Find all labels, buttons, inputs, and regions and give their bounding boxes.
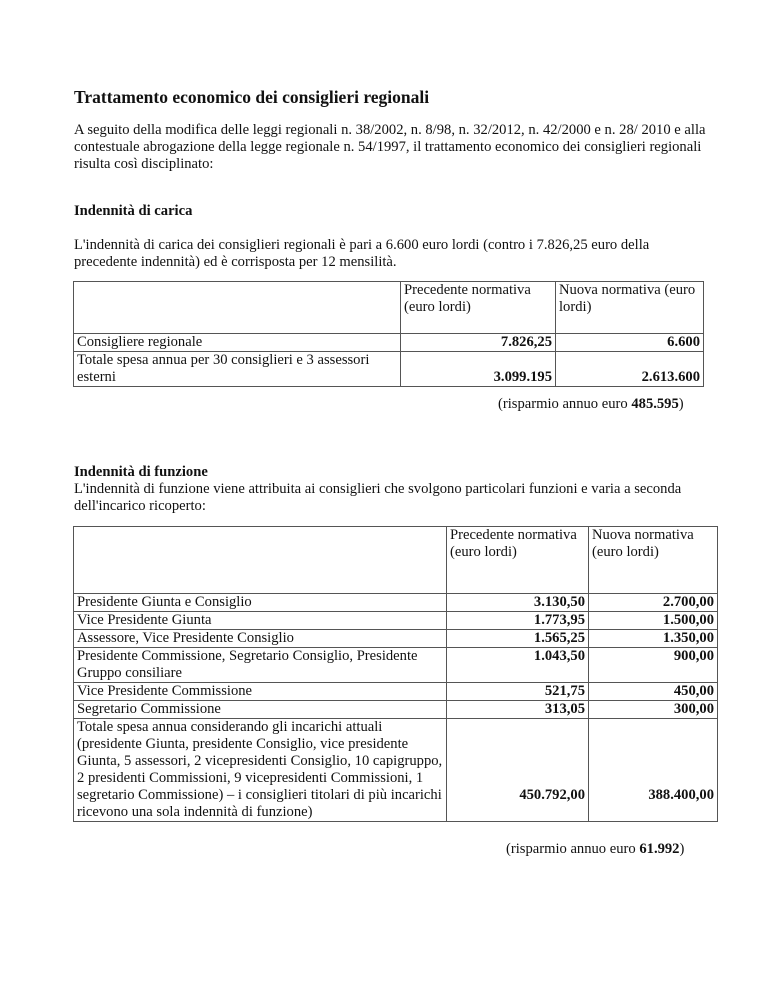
carica-savings-note	[498, 396, 684, 413]
row-label: Vice Presidente Giunta	[74, 612, 447, 630]
row-label: Segretario Commissione	[74, 701, 447, 719]
row-new-value: 900,00	[589, 648, 718, 683]
row-new-value: 6.600	[556, 334, 704, 352]
row-new-value: 2.700,00	[589, 594, 718, 612]
page-title: Trattamento economico dei consiglieri regionali	[74, 87, 430, 107]
row-prev-value: 1.043,50	[447, 648, 589, 683]
header-cell-empty	[74, 527, 447, 594]
savings-value: 485.595	[631, 396, 679, 412]
savings-prefix: (risparmio annuo euro	[506, 841, 640, 857]
funzione-table	[73, 526, 718, 822]
row-label: Vice Presidente Commissione	[74, 683, 447, 701]
row-prev-value: 521,75	[447, 683, 589, 701]
row-prev-value: 313,05	[447, 701, 589, 719]
row-prev-value: 3.130,50	[447, 594, 589, 612]
header-cell-prev: Precedente normativa (euro lordi)	[447, 527, 589, 594]
row-label: Presidente Giunta e Consiglio	[74, 594, 447, 612]
row-label: Totale spesa annua considerando gli incarichi attuali (presidente Giunta, presidente Consiglio, vice presidente Giunta, 5 assessori, 2 vicepresidenti Consiglio, 10 capigruppo, 2 presidenti Commissioni, 9 vicepresidenti Commissioni, 1 segretario Commissione) – i consiglieri titolari di più incarichi ricevono una sola indennità di funzione)	[74, 719, 447, 822]
row-prev-value: 1.773,95	[447, 612, 589, 630]
row-new-value: 300,00	[589, 701, 718, 719]
table-row	[74, 334, 704, 352]
section-heading-carica: Indennità di carica	[74, 203, 193, 219]
funzione-paragraph: L'indennità di funzione viene attribuita ai consiglieri che svolgono particolari funzioni e varia a seconda dell'incarico ricoperto:	[74, 481, 682, 514]
row-prev-value: 7.826,25	[401, 334, 556, 352]
header-cell-new: Nuova normativa (euro lordi)	[556, 282, 704, 334]
savings-suffix: )	[679, 841, 685, 857]
row-prev-value: 450.792,00	[447, 719, 589, 822]
table-row	[74, 612, 718, 630]
header-cell-empty	[74, 282, 401, 334]
intro-paragraph: A seguito della modifica delle leggi regionali n. 38/2002, n. 8/98, n. 32/2012, n. 42/2000 e n. 28/ 2010 e alla contestuale abrogazione della legge regionale n. 54/1997, il trattamento economico dei consiglieri regionali risulta così disciplinato:	[74, 122, 706, 172]
row-new-value: 1.500,00	[589, 612, 718, 630]
savings-suffix: )	[678, 396, 684, 412]
row-label: Assessore, Vice Presidente Consiglio	[74, 630, 447, 648]
carica-table	[73, 281, 704, 387]
savings-value: 61.992	[639, 841, 680, 857]
row-prev-value: 3.099.195	[401, 352, 556, 387]
carica-paragraph: L'indennità di carica dei consiglieri regionali è pari a 6.600 euro lordi (contro i 7.826,25 euro della precedente indennità) ed è corrisposta per 12 mensilità.	[74, 237, 650, 270]
row-label: Totale spesa annua per 30 consiglieri e 3 assessori esterni	[74, 352, 401, 387]
table-header-row	[74, 282, 704, 334]
table-row	[74, 648, 718, 683]
section-heading-funzione: Indennità di funzione	[74, 464, 208, 480]
header-cell-new: Nuova normativa (euro lordi)	[589, 527, 718, 594]
funzione-savings-note	[506, 841, 684, 858]
table-row	[74, 701, 718, 719]
row-new-value: 2.613.600	[556, 352, 704, 387]
row-new-value: 1.350,00	[589, 630, 718, 648]
row-prev-value: 1.565,25	[447, 630, 589, 648]
row-new-value: 450,00	[589, 683, 718, 701]
table-row	[74, 594, 718, 612]
row-label: Presidente Commissione, Segretario Consiglio, Presidente Gruppo consiliare	[74, 648, 447, 683]
table-row	[74, 683, 718, 701]
table-row	[74, 630, 718, 648]
header-cell-prev: Precedente normativa (euro lordi)	[401, 282, 556, 334]
table-row	[74, 352, 704, 387]
row-label: Consigliere regionale	[74, 334, 401, 352]
savings-prefix: (risparmio annuo euro	[498, 396, 632, 412]
row-new-value: 388.400,00	[589, 719, 718, 822]
table-row	[74, 719, 718, 822]
table-header-row	[74, 527, 718, 594]
